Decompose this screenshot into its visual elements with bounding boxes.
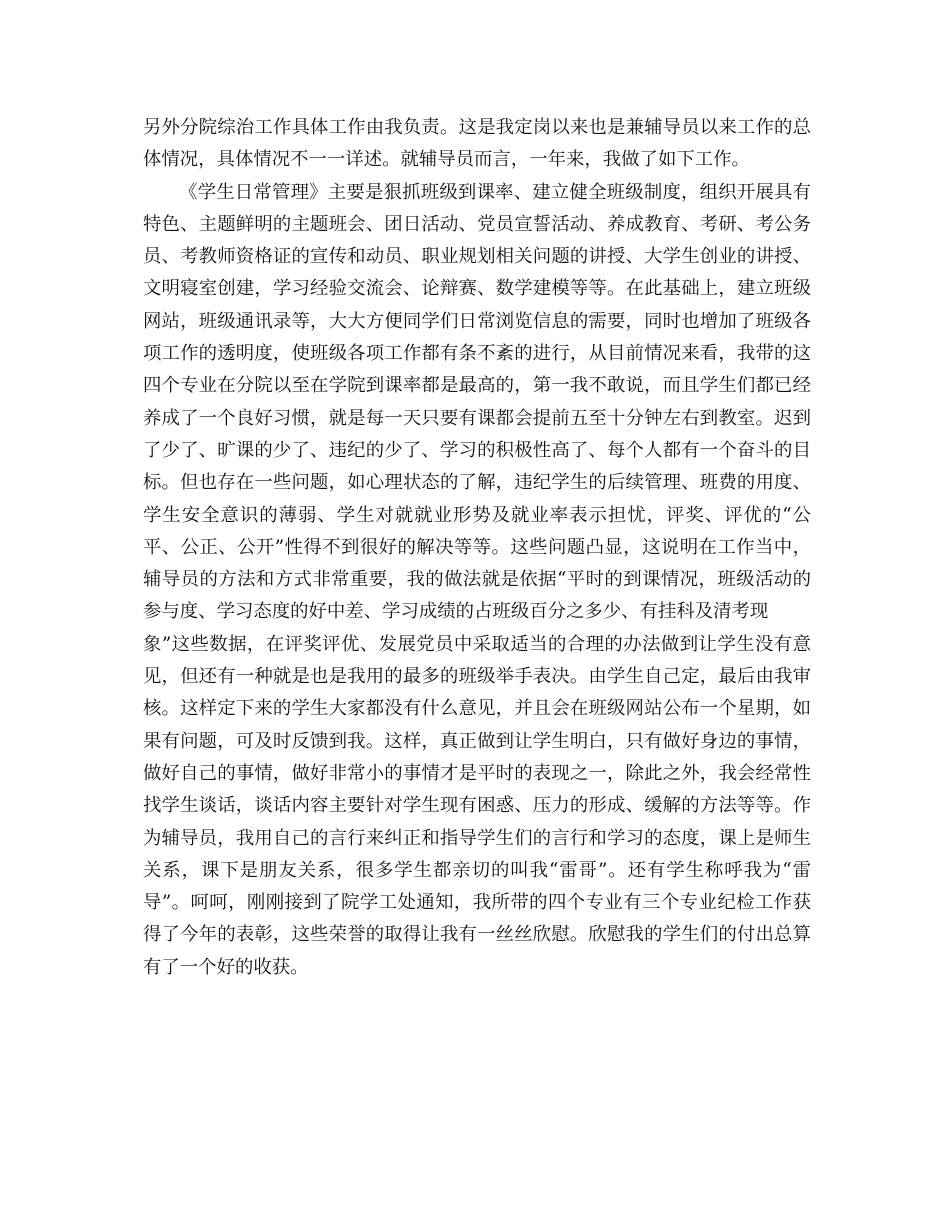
text-line: 辅导员的方法和方式非常重要，我的做法就是依据“平时的到课情况，班级活动的	[143, 569, 811, 591]
text-line: 找学生谈话，谈话内容主要针对学生现有困惑、压力的形成、缓解的方法等等。作	[143, 795, 811, 817]
text-line: 四个专业在分院以至在学院到课率都是最高的，第一我不敢说，而且学生们都已经	[143, 375, 811, 397]
text-line: 网站，班级通讯录等，大大方便同学们日常浏览信息的需要，同时也增加了班级各	[143, 310, 811, 332]
text-line: 核。这样定下来的学生大家都没有什么意见，并且会在班级网站公布一个星期，如	[143, 698, 811, 720]
text-line: 员、考教师资格证的宣传和动员、职业规划相关问题的讲授、大学生创业的讲授、	[143, 246, 811, 268]
text-line: 关系，课下是朋友关系，很多学生都亲切的叫我“雷哥”。还有学生称呼我为“雷	[143, 859, 811, 881]
text-line: 另外分院综治工作具体工作由我负责。这是我定岗以来也是兼辅导员以来工作的总	[143, 117, 811, 138]
body-text	[143, 112, 811, 984]
text-line: 标。但也存在一些问题，如心理状态的了解，违纪学生的后续管理、班费的用度、	[143, 472, 811, 494]
text-line: 项工作的透明度，使班级各项工作都有条不紊的进行，从目前情况来看，我带的这	[143, 343, 811, 365]
text-line: 特色、主题鲜明的主题班会、团日活动、党员宣誓活动、养成教育、考研、考公务	[143, 213, 811, 235]
text-line: 养成了一个良好习惯，就是每一天只要有课都会提前五至十分钟左右到教室。迟到	[143, 407, 811, 429]
text-line: 有了一个好的收获。	[143, 956, 309, 978]
text-line: 做好自己的事情，做好非常小的事情才是平时的表现之一，除此之外，我会经常性	[143, 762, 811, 784]
text-line: 见，但还有一种就是也是我用的最多的班级举手表决。由学生自己定，最后由我审	[143, 666, 811, 688]
text-line: 导”。呵呵，刚刚接到了院学工处通知，我所带的四个专业有三个专业纪检工作获	[143, 892, 811, 914]
text-line: 平、公正、公开”性得不到很好的解决等等。这些问题凸显，这说明在工作当中，	[143, 536, 811, 558]
text-line: 学生安全意识的薄弱、学生对就就业形势及就业率表示担忧，评奖、评优的“公	[143, 504, 811, 526]
text-line: 象”这些数据，在评奖评优、发展党员中采取适当的合理的办法做到让学生没有意	[143, 633, 811, 655]
text-line: 文明寝室创建，学习经验交流会、论辩赛、数学建模等等。在此基础上，建立班级	[143, 278, 811, 300]
text-line: 体情况，具体情况不一一详述。就辅导员而言，一年来，我做了如下工作。	[143, 149, 750, 171]
text-line: 得了今年的表彰，这些荣誉的取得让我有一丝丝欣慰。欣慰我的学生们的付出总算	[143, 924, 811, 946]
text-line: 《学生日常管理》主要是狠抓班级到课率、建立健全班级制度，组织开展具有	[179, 181, 811, 203]
text-line: 为辅导员，我用自己的言行来纠正和指导学生们的言行和学习的态度，课上是师生	[143, 827, 811, 849]
text-line: 果有问题，可及时反馈到我。这样，真正做到让学生明白，只有做好身边的事情，	[143, 730, 811, 752]
text-line: 了少了、旷课的少了、违纪的少了、学习的积极性高了、每个人都有一个奋斗的目	[143, 439, 811, 461]
text-line: 参与度、学习态度的好中差、学习成绩的占班级百分之多少、有挂科及清考现	[143, 601, 769, 623]
